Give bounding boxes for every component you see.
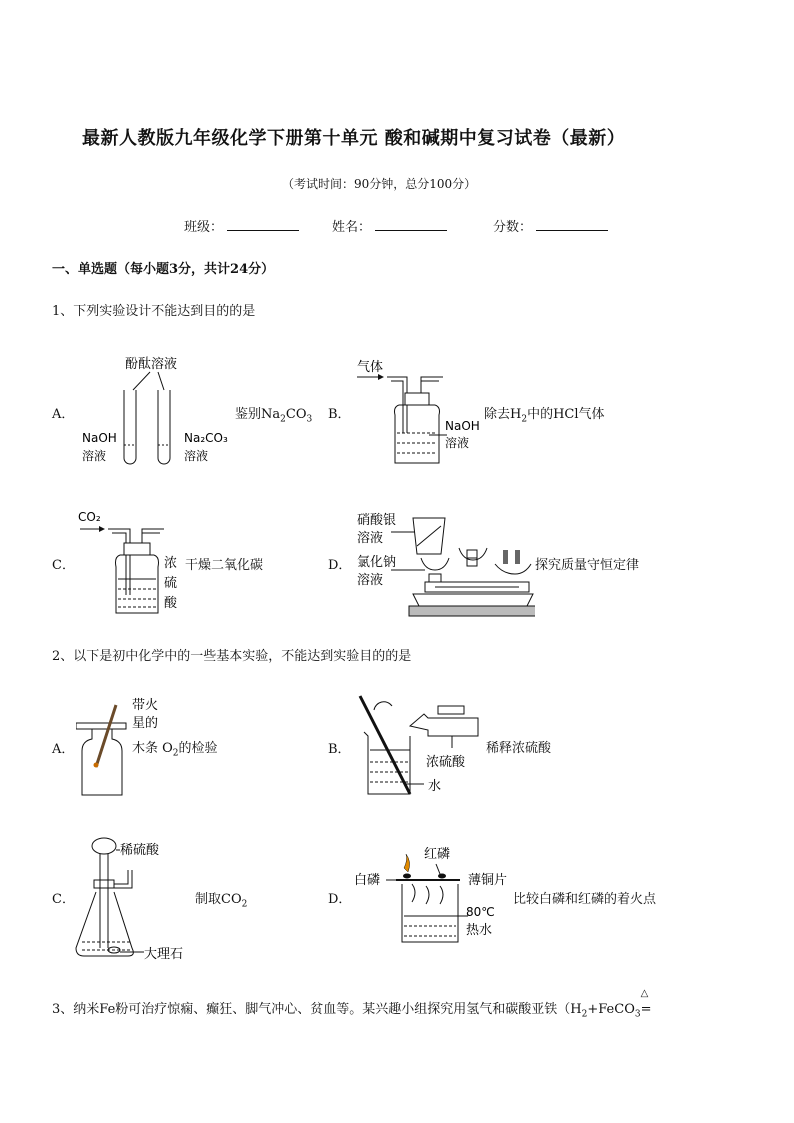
question-2-stem: 2、以下是初中化学中的一些基本实验，不能达到实验目的的是: [52, 649, 412, 664]
name-field[interactable]: [332, 216, 447, 235]
svg-text:浓: 浓: [164, 556, 178, 571]
q2-c-diagram: [70, 830, 200, 965]
q1-option-a-letter[interactable]: A．: [52, 407, 75, 422]
class-field[interactable]: [184, 216, 299, 235]
svg-text:溶液: 溶液: [357, 531, 384, 546]
svg-text:CO₂: CO₂: [78, 510, 101, 524]
svg-text:大理石: 大理石: [144, 947, 184, 962]
svg-text:溶液: 溶液: [82, 449, 107, 463]
q2-option-d-letter[interactable]: D．: [328, 892, 352, 907]
svg-text:溶液: 溶液: [357, 573, 384, 588]
q1-option-b-letter[interactable]: B．: [328, 407, 351, 422]
svg-text:水: 水: [428, 779, 442, 794]
q2-b-diagram: [352, 690, 492, 802]
q1-a-desc: 鉴别$Na_2CO_3$: [235, 407, 313, 425]
q1-b-desc: 除去$H_2$中的HCl气体: [484, 407, 605, 425]
score-label: 分数：: [493, 220, 533, 235]
svg-text:带火: 带火: [132, 698, 159, 713]
q2-b-desc: 稀释浓硫酸: [486, 741, 552, 756]
q1-option-c-letter[interactable]: C．: [52, 558, 75, 573]
name-label: 姓名：: [332, 220, 372, 235]
q2-a-label: 木条 $O_2$的检验: [132, 741, 218, 759]
q1-c-diagram: [78, 505, 188, 620]
score-field[interactable]: [493, 216, 608, 235]
phenolphthalein-label: 酚酞溶液: [125, 357, 178, 372]
svg-text:星的: 星的: [132, 716, 159, 731]
heating-symbol: △: [640, 988, 649, 999]
svg-text:氯化钠: 氯化钠: [357, 555, 397, 570]
svg-text:热水: 热水: [466, 923, 493, 938]
q1-option-d-letter[interactable]: D．: [328, 558, 352, 573]
svg-text:溶液: 溶液: [445, 436, 470, 450]
q2-d-diagram: [352, 842, 512, 950]
exam-info: （考试时间：90分钟，总分100分）: [282, 177, 477, 191]
page-title: 最新人教版九年级化学下册第十单元 酸和碱期中复习试卷（最新）: [82, 128, 626, 149]
q1-d-desc: 探究质量守恒定律: [535, 558, 640, 573]
svg-text:薄铜片: 薄铜片: [468, 873, 508, 888]
q2-option-b-letter[interactable]: B．: [328, 742, 351, 757]
q2-c-desc: 制取$CO_2$: [195, 892, 248, 910]
svg-text:浓硫酸: 浓硫酸: [426, 755, 466, 770]
question-3-stem: 3、纳米Fe粉可治疗惊痫、癫狂、脚气冲心、贫血等。某兴趣小组探究用氢气和碳酸亚铁（$H_2+FeCO_3$ △ =: [52, 988, 652, 1020]
svg-text:酸: 酸: [164, 596, 178, 611]
section-heading: 一、单选题（每小题3分，共计24分）: [52, 262, 275, 277]
q2-option-c-letter[interactable]: C．: [52, 892, 75, 907]
svg-text:气体: 气体: [357, 360, 384, 375]
svg-text:NaOH: NaOH: [82, 431, 117, 445]
svg-text:硝酸银: 硝酸银: [357, 513, 397, 528]
svg-text:硫: 硫: [164, 576, 178, 591]
q1-d-balance-diagram: [355, 508, 535, 620]
q2-d-desc: 比较白磷和红磷的着火点: [513, 892, 657, 907]
svg-text:红磷: 红磷: [424, 847, 451, 862]
svg-text:溶液: 溶液: [184, 449, 209, 463]
class-label: 班级：: [184, 220, 224, 235]
svg-text:稀硫酸: 稀硫酸: [120, 843, 160, 858]
svg-text:Na₂CO₃: Na₂CO₃: [184, 431, 228, 445]
svg-text:NaOH: NaOH: [445, 419, 480, 433]
svg-text:白磷: 白磷: [354, 873, 381, 888]
q1-c-desc: 干燥二氧化碳: [185, 558, 264, 573]
question-1-stem: 1、下列实验设计不能达到目的的是: [52, 304, 256, 319]
q1-b-diagram: [355, 355, 485, 470]
q2-option-a-letter[interactable]: A．: [52, 742, 75, 757]
svg-text:80℃: 80℃: [466, 905, 495, 919]
